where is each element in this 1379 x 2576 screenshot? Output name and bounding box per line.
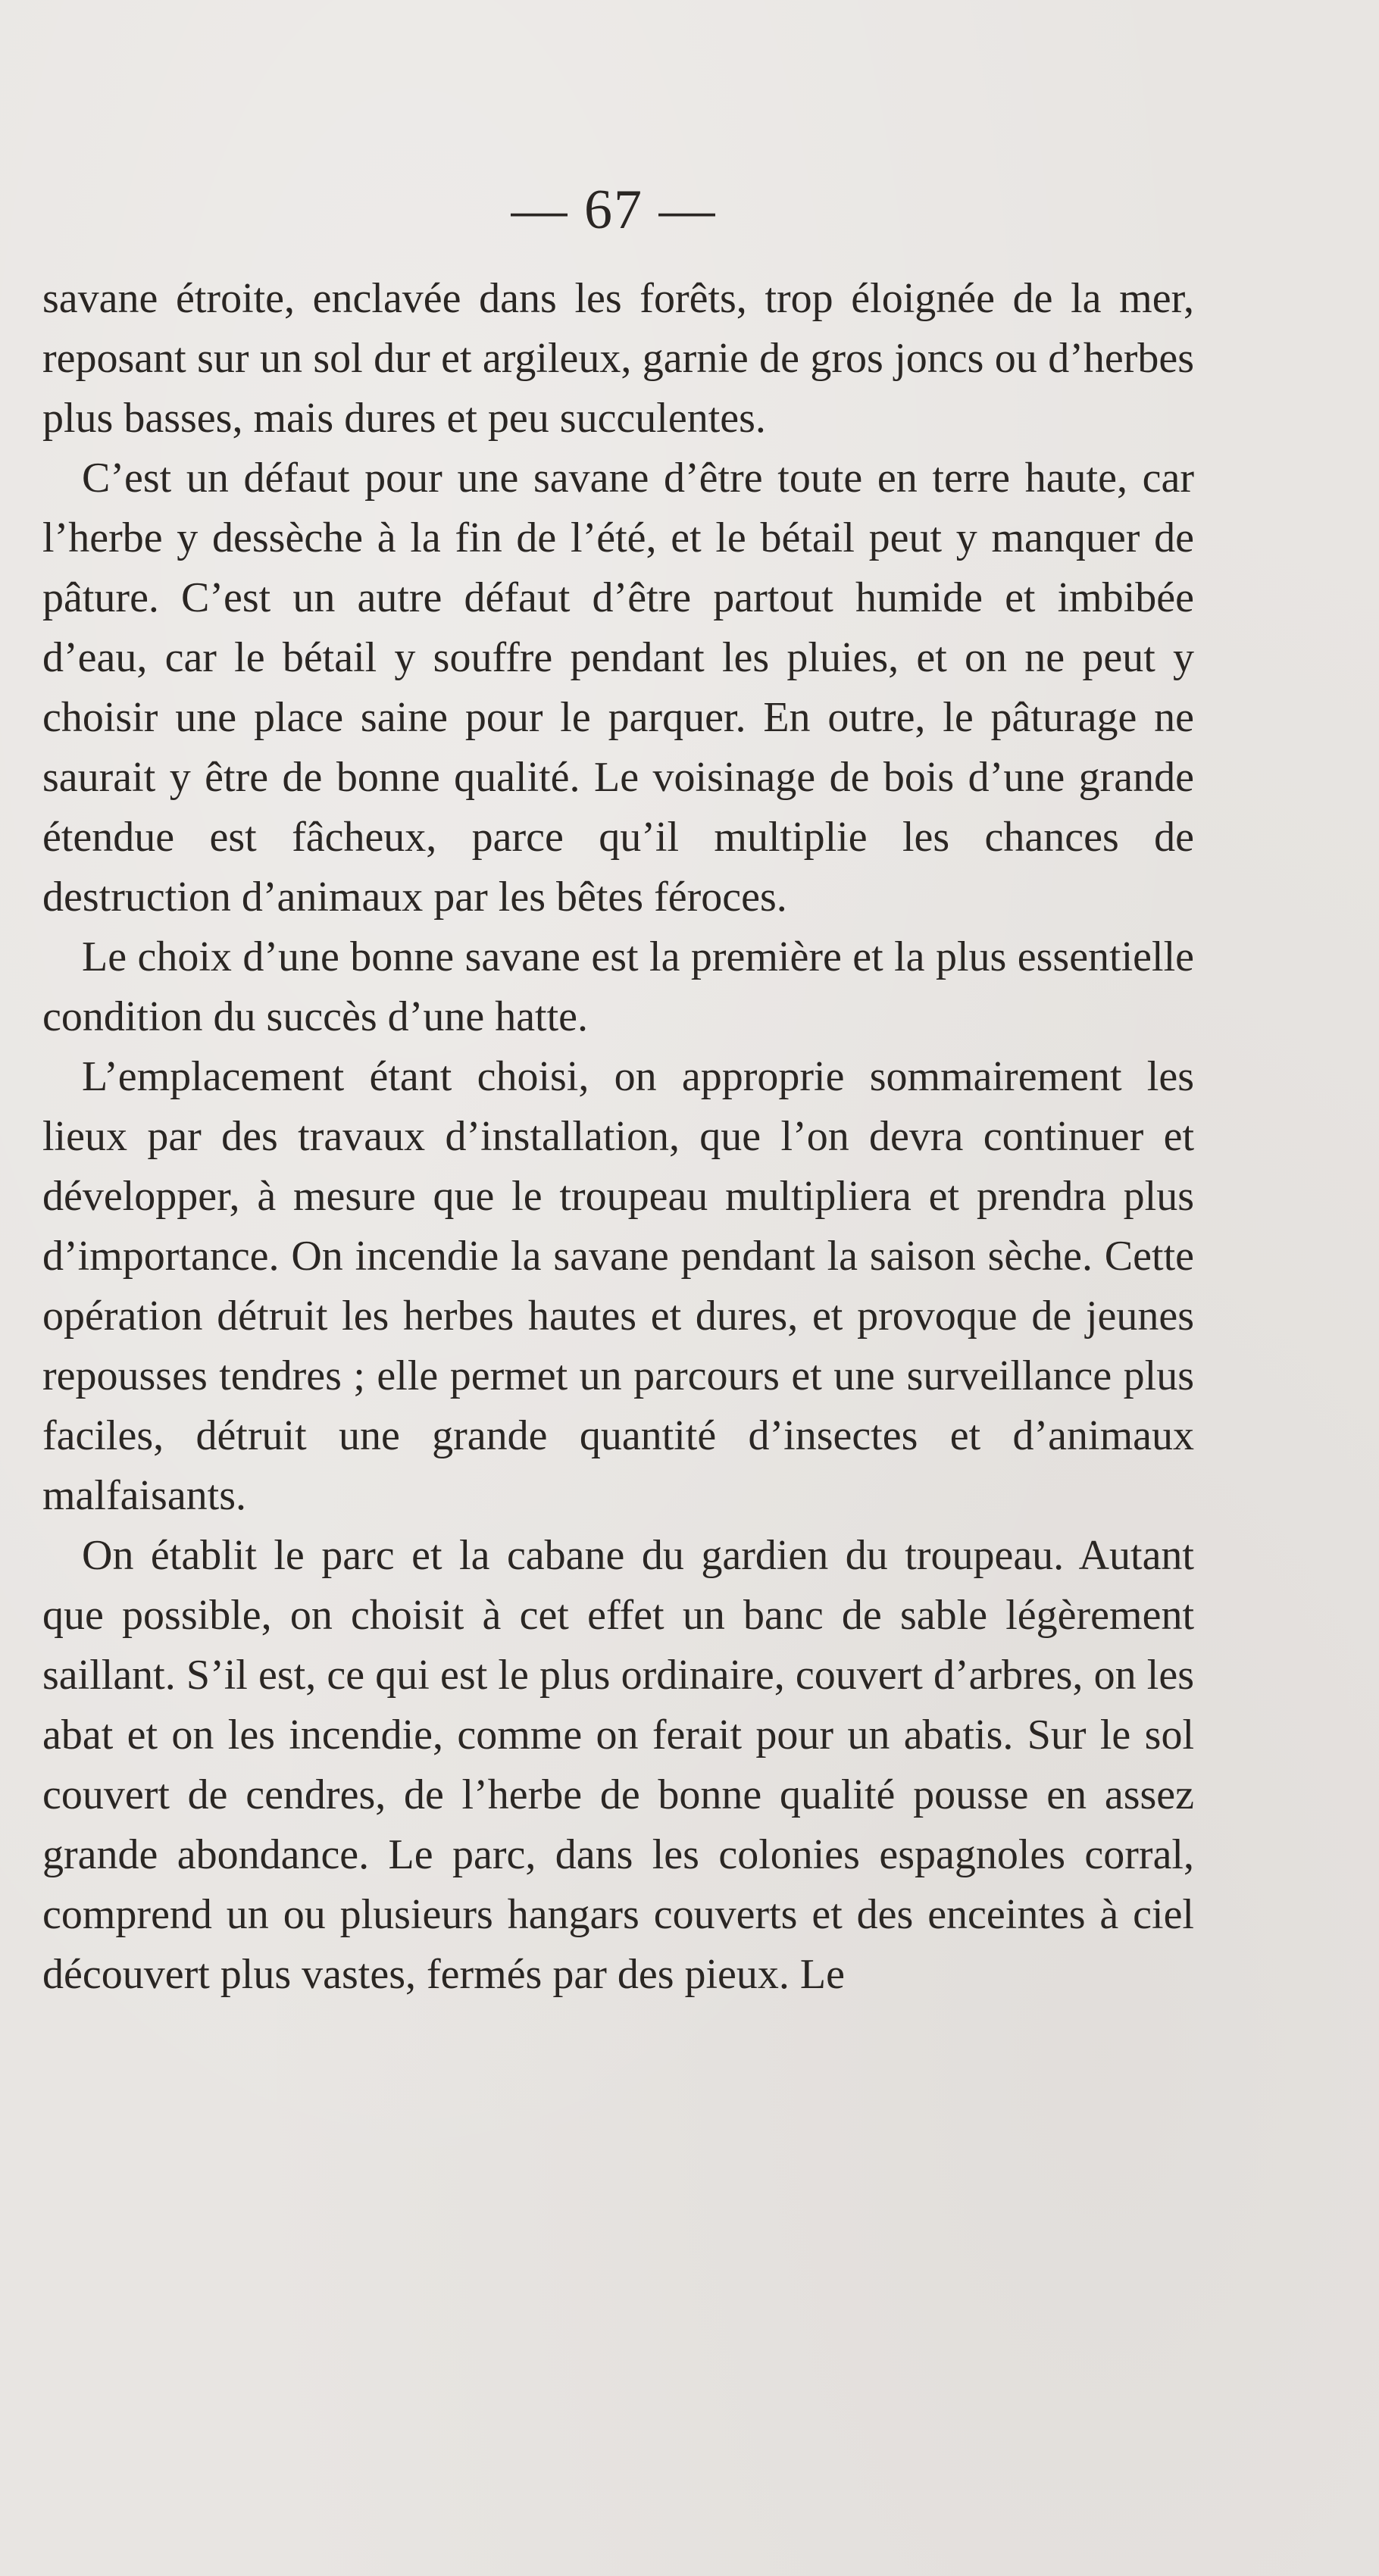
paragraph: L’emplacement étant choisi, on approprie sommairement les lieux par des travaux d’installation, que l’on devra continuer et développer, à mesure que le troupeau multipliera et prendra plus d’importance. On incendie la savane pendant la saison sèche. Cette opération détruit les herbes hautes et dures, et provoque de jeunes repousses tendres ; elle permet un parcours et une surveillance plus faciles, détruit une grande quantité d’insectes et d’animaux malfaisants. [42,1053,1194,1519]
page-number: — 67 — [511,179,717,241]
paragraph-continuation: savane étroite, enclavée dans les forêts, trop éloignée de la mer, reposant sur un sol dur et argileux, garnie de gros joncs ou d’herbes plus basses, mais dures et peu succulentes. [42,275,1194,442]
paragraph: C’est un défaut pour une savane d’être toute en terre haute, car l’herbe y dessèche à la fin de l’été, et le bétail peut y manquer de pâture. C’est un autre défaut d’être partout humide et imbibée d’eau, car le bétail y souffre pendant les pluies, et on ne peut y choisir une place saine pour le parquer. En outre, le pâturage ne saurait y être de bonne qualité. Le voisinage de bois d’une grande étendue est fâcheux, parce qu’il multiplie les chances de destruction d’animaux par les bêtes féroces. [42,455,1194,921]
paragraph: On établit le parc et la cabane du gardien du troupeau. Autant que possible, on choisit à cet effet un banc de sable légèrement saillant. S’il est, ce qui est le plus ordinaire, couvert d’arbres, on les abat et on les incendie, comme on ferait pour un abatis. Sur le sol couvert de cendres, de l’herbe de bonne qualité pousse en assez grande abondance. Le parc, dans les colonies espagnoles corral, comprend un ou plusieurs hangars couverts et des enceintes à ciel découvert plus vastes, fermés par des pieux. Le [42,1532,1194,1998]
paragraph: Le choix d’une bonne savane est la première et la plus essentielle condition du succès d’une hatte. [42,933,1194,1040]
body-text [42,269,1194,2005]
